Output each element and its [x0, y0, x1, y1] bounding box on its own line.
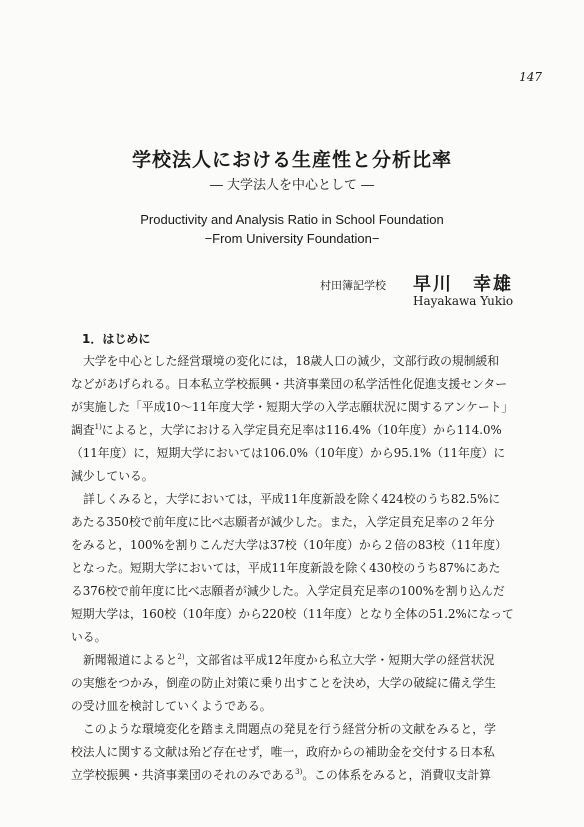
section-heading: 1．はじめに [82, 332, 151, 346]
body-line: 短期大学は，160校（10年度）から220校（11年度）となり全体の51.2%になって [71, 607, 514, 621]
body-line [71, 421, 521, 439]
body-line: 大学を中心とした経営環境の変化には，18歳人口の減少，文部行政の規制緩和 [83, 354, 500, 368]
body-line: をみると，100%を割りこんだ大学は37校（10年度）から２倍の83校（11年度） [71, 538, 507, 552]
body-line: このような環境変化を踏まえ問題点の発見を行う経営分析の文献をみると，学 [83, 722, 496, 736]
page-number: 147 [519, 70, 542, 84]
paper-subtitle-en: −From University Foundation− [204, 231, 380, 246]
body-line: の受け皿を検討していくようである。 [71, 699, 272, 713]
paper-subtitle-jp: ― 大学法人を中心として ― [209, 178, 375, 193]
author-affiliation: 村田簿記学校 [320, 279, 386, 292]
footnote-ref: 1) [94, 423, 102, 432]
author-name-jp: 早川 幸雄 [413, 274, 513, 295]
body-line: る376校で前年度に比べ志願者が減少した。入学定員充足率の100%を割り込んだ [71, 584, 505, 598]
body-line: 校法人に関する文献は殆ど存在せず，唯一，政府からの補助金を交付する日本私 [71, 745, 495, 759]
author-name-en: Hayakawa Yukio [413, 294, 514, 308]
body-line [71, 766, 521, 784]
body-text: によると，大学における入学定員充足率は116.4%（10年度）から114.0% [101, 423, 502, 437]
body-text: 。この体系をみると，消費収支計算 [302, 768, 492, 782]
footnote-ref: 3) [295, 768, 303, 777]
body-text: 調査 [71, 423, 95, 437]
paper-title-en: Productivity and Analysis Ratio in School Foundation [140, 212, 444, 227]
body-line: となった。短期大学においては，平成11年度新設を除く430校のうち87%にあた [71, 561, 501, 575]
body-text: 立学校振興・共済事業団のそれのみである [71, 768, 296, 782]
body-line: が実施した「平成10〜11年度大学・短期大学の入学志願状況に関するアンケート」 [71, 400, 514, 414]
body-line: いる。 [71, 630, 107, 644]
body-line: の実態をつかみ，倒産の防止対策に乗り出すことを決め，大学の破綻に備え学生 [71, 676, 496, 690]
body-text: ，文部省は平成12年度から私立大学・短期大学の経営状況 [184, 653, 495, 667]
body-line: 減少している。 [71, 469, 154, 483]
body-line [71, 651, 533, 669]
body-line: などがあげられる。日本私立学校振興・共済事業団の私学活性化促進支援センター [71, 377, 508, 391]
body-line: あたる350校で前年度に比べ志願者が減少した。また，入学定員充足率の２年分 [71, 515, 495, 529]
body-text: 新聞報道によると [83, 653, 178, 667]
body-line: （11年度）に，短期大学においては106.0%（10年度）から95.1%（11年度）に [71, 446, 506, 460]
paper-title-jp: 学校法人における生産性と分析比率 [131, 149, 452, 171]
body-line: 詳しくみると，大学においては，平成11年度新設を除く424校のうち82.5%に [83, 492, 501, 506]
footnote-ref: 2) [177, 653, 185, 662]
